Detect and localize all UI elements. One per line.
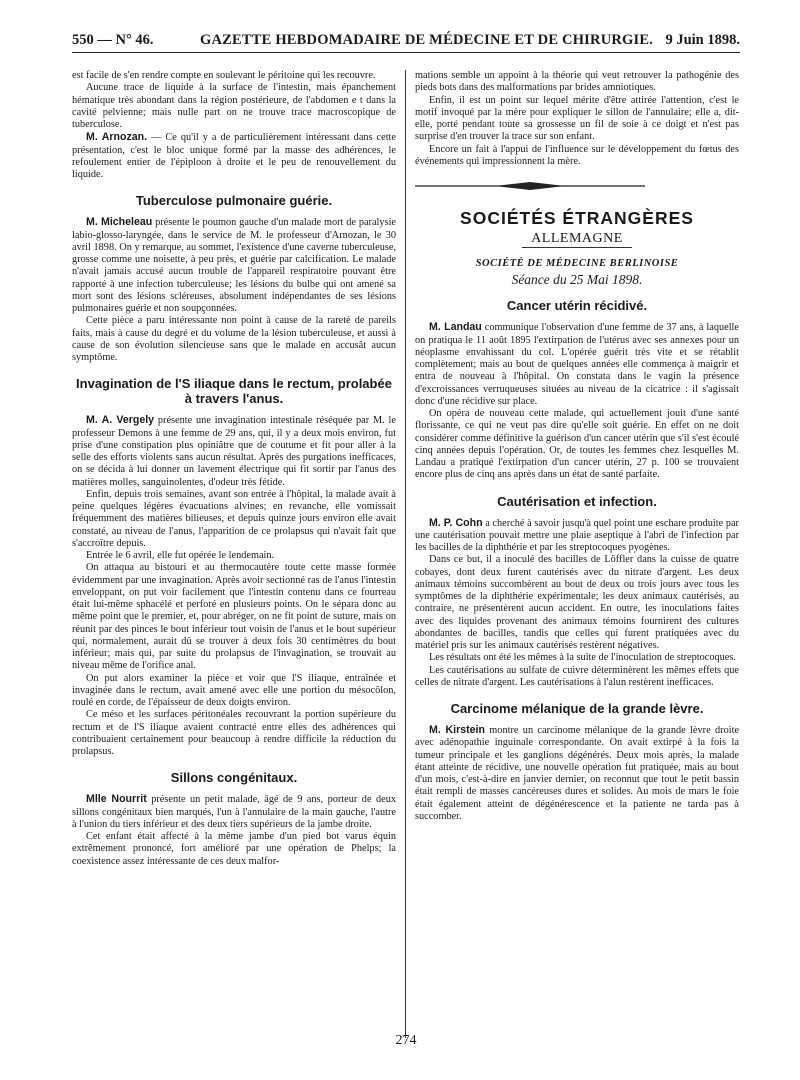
paragraph: Ce méso et les surfaces péritonéales recouvrant la portion supérieure du rectum et de l'S iliaque avaient contracté entre elles des adhérences qui contribuaient certainement pour beaucoup à rendre difficile la réduction du prolapsus. [72,709,396,757]
speaker-name: M. Arnozan. [86,131,148,144]
country-heading: ALLEMAGNE [522,233,632,248]
paragraph: On opéra de nouveau cette malade, qui actuellement jouit d'une santé florissante, ce qui ne veut pas dire qu'elle soit guérie. En effet on ne doit considérer comme définitive la guérison d'un cancer utérin que s'il s'est écoulé cinq années depuis l'opération. Or, de toutes les femmes chez lesquelles M. Landau a pratiqué l'extirpation d'un cancer utérin, 27 p. 100 se trouvaient encore plus de cinq ans après dans un état de santé parfaite. [415,408,739,481]
folio-number: 274 [395,1033,417,1048]
speaker-name: Mlle Nourrit [86,793,147,806]
paragraph [72,414,396,489]
paragraph: Entrée le 6 avril, elle fut opérée le lendemain. [86,550,275,561]
paragraph-text: présente le poumon gauche d'un malade mort de paralysie labio-glosso-laryngée, dans le service de M. le professeur d'Arnozan, le 30 avril 1898. On y remarque, au sommet, l'existence d'une caverne tuberculeuse, grosse comme une noisette, à peu près, et guérie par calcification. Le malade n'avait jamais accusé aucun trouble de l'appareil respiratoire pouvant être rapporté à une infection tuberculeuse; les lésions du bulbe qui ont amené sa mort sont des lésions scléreuses, absolument indépendantes de ses lésions pulmonaires guérie et non soupçonnées. [72,217,396,314]
column-divider [405,70,406,1038]
section-heading: Invagination de l'S iliaque dans le rectum, prolabée à travers l'anus. [76,376,392,407]
left-column [72,70,396,868]
speaker-name: M. Micheleau [86,216,153,229]
paragraph-text: communique l'observation d'une femme de 37 ans, à laquelle on pratiqua le 11 août 1895 l'extirpation de l'utérus avec ses annexes pour un néoplasme envahissant du col. L'opérée guérit très vite et se rétablit complètement; mais au bout de quelques années elle commença à maigrir et entra de nouveau à l'hôpital. On constata dans le vagin la présence d'excroissances verruqueuses situées au niveau de la cicatrice : il s'agissait donc d'une récidive sur place. [415,322,739,407]
paragraph-text: a cherché à savoir jusqu'à quel point une eschare produite par une cautérisation pouvait mettre une plaie aseptique à l'abri de l'infection par les bacilles de la diphthérie et par les streptocoques pyogènes. [415,517,739,553]
paragraph: On put alors examiner la pièce et voir que l'S iliaque, entraînée et invaginée dans le rectum, avait amené avec elle une portion du mésocôlon, roulé en corde, de l'épaisseur de deux doigts environ. [72,672,396,708]
section-heading: Cancer utérin récidivé. [506,298,648,314]
paragraph-text: présente un petit malade, âgé de 9 ans, porteur de deux sillons congénitaux bien marqués, l'un à l'annulaire de la main gauche, l'autre à l'union du tiers inférieur et des deux tiers supérieurs de la jambe droite. [72,794,396,830]
paragraph: Encore un fait à l'appui de l'influence sur le développement du fœtus des événements qui impressionnent la mère. [415,143,739,167]
society-heading: SOCIÉTÉ DE MÉDECINE BERLINOISE [475,257,679,269]
paragraph: Dans ce but, il a inoculé des bacilles de Löffler dans la cuisse de quatre cobayes, dont deux furent cautérisés avec du nitrate d'argent. Les deux animaux témoins succombèrent au bout de deux ou trois jours avec tous les symptômes de la diphthérie expérimentale; les deux animaux cautérisés, au contraire, ne présentèrent aucun accident. En outre, les inoculations faites avec des liquides provenant des animaux témoins fournirent des cultures abondantes de bacilles, tandis que celles qui furent pratiquées avec du matériel pris sur les animaux cautérisés restèrent négatives. [415,554,739,651]
paragraph: Les cautérisations au sulfate de cuivre déterminèrent les mêmes effets que celles de nitrate d'argent. Les cautérisations à l'alun restèrent inefficaces. [415,664,739,688]
section-heading: Carcinome mélanique de la grande lèvre. [450,701,704,716]
right-column [415,70,739,823]
paragraph: est facile de s'en rendre compte en soulevant le péritoine qui les recouvre. [72,70,376,81]
paragraph: mations semble un appoint à la théorie qui veut retrouver la pathogénie des pieds bots dans des malformations par brides amniotiques. [415,70,739,94]
paragraph: Cette pièce a paru intéressante non point à cause de la rareté de pareils faits, mais à cause du degré et du volume de la lésion tuberculeuse, et aussi à cause de son évolution silencieuse sans que le malade en accusât aucun symptôme. [72,315,396,363]
paragraph-text: montre un carcinome mélanique de la grande lèvre droite avec adénopathie inguinale correspondante. On avait extirpé à la fois la tumeur principale et les ganglions dégénérés. Deux mois après, la malade étant atteinte de récidive, une nouvelle opération fut pratiquée, mais au bout d'un mois, c'est-à-dire en janvier dernier, on reconnut que tout le petit bassin était rempli de masses cancéreuses dures et solides. Au mois de mars le foie était également atteint de dégénérescence et la patiente ne tarda pas à succomber. [415,725,740,822]
paragraph-text: — Ce qu'il y a de particulièrement intéressant dans cette présentation, c'est le bloc unique formé par la masse des adhérences, le refoulement entier de l'épiploon à droite et le peu de renouvellement du liquide. [72,132,396,180]
paragraph: Les résultats ont été les mêmes à la suite de l'inoculation de streptocoques. [429,652,736,664]
paragraph [415,321,739,408]
section-heading: Sillons congénitaux. [170,770,298,786]
session-date: Séance du 25 Mai 1898. [511,272,643,287]
journal-title: GAZETTE HEBDOMADAIRE DE MÉDECINE ET DE CHIRURGIE. [200,32,654,48]
section-heading: Tuberculose pulmonaire guérie. [135,193,333,209]
paragraph [415,724,739,823]
running-header [72,30,740,53]
paragraph [72,793,396,831]
paragraph: Aucune trace de liquide à la surface de l'intestin, mais épanchement hématique très abondant dans la région postérieure, de l'abdomen e t dans la cavité pelvienne; mais nulle part on ne trouve trace macroscopique de tuberculose. [72,82,396,130]
paragraph [72,131,396,181]
speaker-name: M. Landau [429,321,482,334]
page-number: 550 — N° 46. [72,32,154,48]
speaker-name: M. P. Cohn [429,516,483,529]
paragraph-text: présente une invagination intestinale réséquée par M. le professeur Demons à une femme de 29 ans, qui, il y a deux mois environ, fut prise d'une constipation plus opiniâtre que de coutume et fit pour aller à la selle des efforts violents sans aucun résultat. Après des purgations inefficaces, on se décida à lui donner un lavement électrique qui fit sortir par l'anus des matières molles, sanguinolentes, d'odeur très fétide. [72,415,396,488]
paragraph [72,216,396,315]
issue-date: 9 Juin 1898. [665,32,740,48]
paragraph: Enfin, depuis trois semaines, avant son entrée à l'hôpital, la malade avait à peine quelques légères évacuations alvines; en revanche, elle vomissait fréquemment des matières bilieuses, et depuis quinze jours environ elle avait constaté, au niveau de l'anus, l'apparition de ce prolapsus qui n'avait fait que s'accroître depuis. [72,488,396,549]
ornamental-rule [415,180,645,192]
paragraph: Cet enfant était affecté à la même jambe d'un pied bot varus équin extrêmement prononcé, fort amélioré par une opération de Phelps; la coexistence assez intéressante de ces deux malfor- [72,831,396,867]
speaker-name: M. Kirstein [429,724,485,736]
section-title: SOCIÉTÉS ÉTRANGÈRES [460,208,694,229]
journal-page [72,30,740,1060]
section-heading: Cautérisation et infection. [497,493,657,509]
paragraph [415,517,739,555]
speaker-name: M. A. Vergely [86,414,155,427]
paragraph: Enfin, il est un point sur lequel mérite d'être attirée l'attention, c'est le motif invoqué par la mère pour expliquer le sillon de l'annulaire; elle a, dit-elle, porté pendant toute sa grossesse un fil de soie à ce doigt et n'est pas surprise d'en trouver la trace sur son enfant. [415,94,739,143]
paragraph: On attaqua au bistouri et au thermocautère toute cette masse formée évidemment par une invagination. Après avoir sectionné ras de l'anus l'intestin enveloppant, on put voir facilement que l'intestin contenu dans ce fourreau était lui-même sphacélé et perforé en plusieurs points. On le sépara donc au même point que le premier, et, pour abréger, on ne fit point de suture, mais on réunit par des pinces le bout inférieur tout voisin de l'anus et le bout supérieur qui, normalement, aurait dû se trouver à deux fois 30 centimètres du bout inférieur; mais qui, par suite du prolapsus de l'invagination, se trouvait au niveau même de l'orifice anal. [72,562,396,672]
